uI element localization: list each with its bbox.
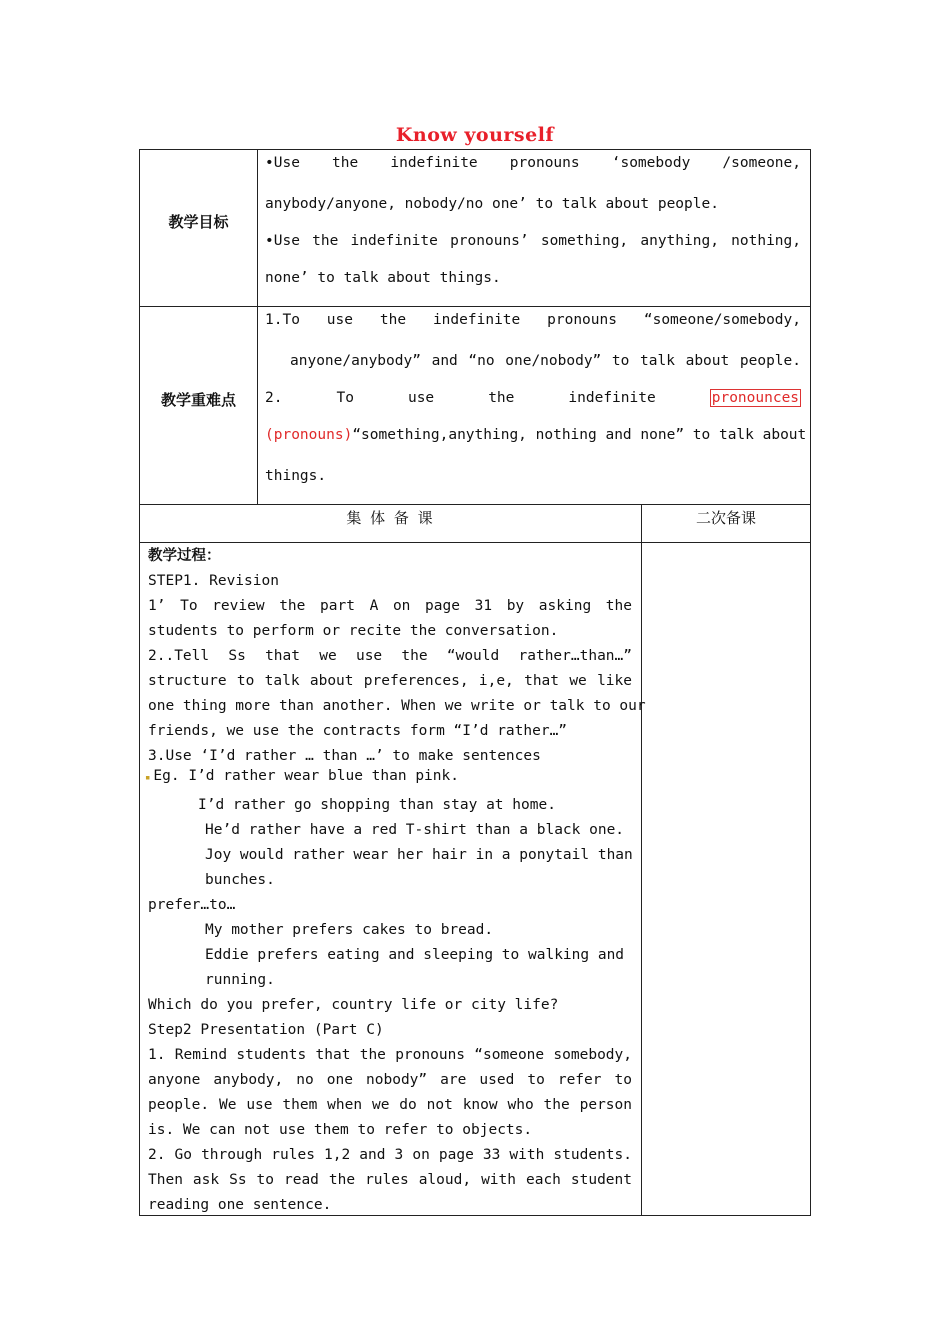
process-line-5: structure to talk about preferences, i,e, that we like (148, 673, 632, 689)
process-line-21: anyone anybody, no one nobody” are used to refer to (148, 1072, 632, 1088)
keypoints-label: 教学重难点 (160, 391, 236, 409)
process-line-13: bunches. (205, 872, 275, 888)
second-notes-cell (641, 542, 811, 1216)
process-line-1: STEP1. Revision (148, 573, 279, 589)
process-line-16: Eddie prefers eating and sleeping to walking and (205, 947, 625, 963)
keypoints-line-4 (265, 415, 807, 456)
process-line-9-text: Eg. I’d rather wear blue than pink. (153, 768, 459, 784)
keypoints-text (265, 300, 807, 497)
process-line-25: Then ask Ss to read the rules aloud, with each student (148, 1172, 632, 1188)
process-line-4: 2..Tell Ss that we use the “would rather…than…” (148, 648, 632, 664)
correction-boxed-word: pronounces (711, 390, 800, 406)
process-line-9 (145, 764, 632, 793)
process-line-11: He’d rather have a red T-shirt than a black one. (205, 822, 625, 838)
objectives-line-2: anybody/anyone, nobody/no one’ to talk about people. (265, 196, 719, 212)
keypoints-line-1: 1.To use the indefinite pronouns “someone/somebody, (265, 312, 801, 328)
correction-red-word: (pronouns) (265, 427, 353, 443)
keypoints-line-3-word-2: use (407, 390, 435, 406)
objectives-line-3: •Use the indefinite pronouns’ something, anything, nothing, (265, 233, 801, 249)
keypoints-line-3-word-4: indefinite (568, 390, 656, 406)
process-line-12: Joy would rather wear her hair in a ponytail than (205, 847, 633, 863)
keypoints-line-5: things. (265, 468, 327, 484)
process-line-10: I’d rather go shopping than stay at home. (198, 797, 556, 813)
process-line-26: reading one sentence. (148, 1197, 332, 1213)
document-title: Know yourself (395, 124, 555, 146)
process-line-2: 1’ To review the part A on page 31 by asking the (148, 598, 632, 614)
objectives-label: 教学目标 (168, 213, 229, 231)
process-line-18: Which do you prefer, country life or city life? (148, 997, 559, 1013)
objectives-line-1: •Use the indefinite pronouns ‘somebody /someone, (265, 155, 801, 171)
keypoints-line-3 (265, 382, 801, 415)
keypoints-line-3-word-3: the (488, 390, 515, 406)
process-text (145, 544, 646, 1218)
process-line-22: people. We use them when we do not know who the person (148, 1097, 632, 1113)
process-heading: 教学过程： (148, 548, 221, 564)
process-line-15: My mother prefers cakes to bread. (205, 922, 494, 938)
process-line-14: prefer…to… (148, 897, 236, 913)
keypoints-line-2: anyone/anybody” and “no one/nobody” to talk about people. (290, 353, 801, 369)
collective-header: 集 体 备 课 (346, 509, 435, 527)
second-header: 二次备课 (695, 509, 756, 527)
keypoints-line-4-rest: “something,anything, nothing and none” to talk about (352, 427, 807, 443)
process-line-7: friends, we use the contracts form “I’d rather…” (148, 723, 568, 739)
edit-mark-icon: ▪ (145, 773, 151, 783)
keypoints-line-3-word-1: To (336, 390, 354, 406)
process-line-6: one thing more than another. When we write or talk to our (148, 698, 646, 714)
process-line-24: 2. Go through rules 1,2 and 3 on page 33 with students. (148, 1147, 632, 1163)
keypoints-line-3-number: 2. (265, 390, 283, 406)
objectives-line-4: none’ to talk about things. (265, 270, 501, 286)
process-line-23: is. We can not use them to refer to objects. (148, 1122, 533, 1138)
objectives-text (265, 143, 801, 299)
process-line-3: students to perform or recite the conversation. (148, 623, 559, 639)
process-line-19: Step2 Presentation (Part C) (148, 1022, 384, 1038)
lesson-plan-table (139, 149, 811, 1216)
process-line-20: 1. Remind students that the pronouns “someone somebody, (148, 1047, 632, 1063)
process-line-17: running. (205, 972, 275, 988)
process-line-8: 3.Use ‘I’d rather … than …’ to make sentences (148, 748, 541, 764)
